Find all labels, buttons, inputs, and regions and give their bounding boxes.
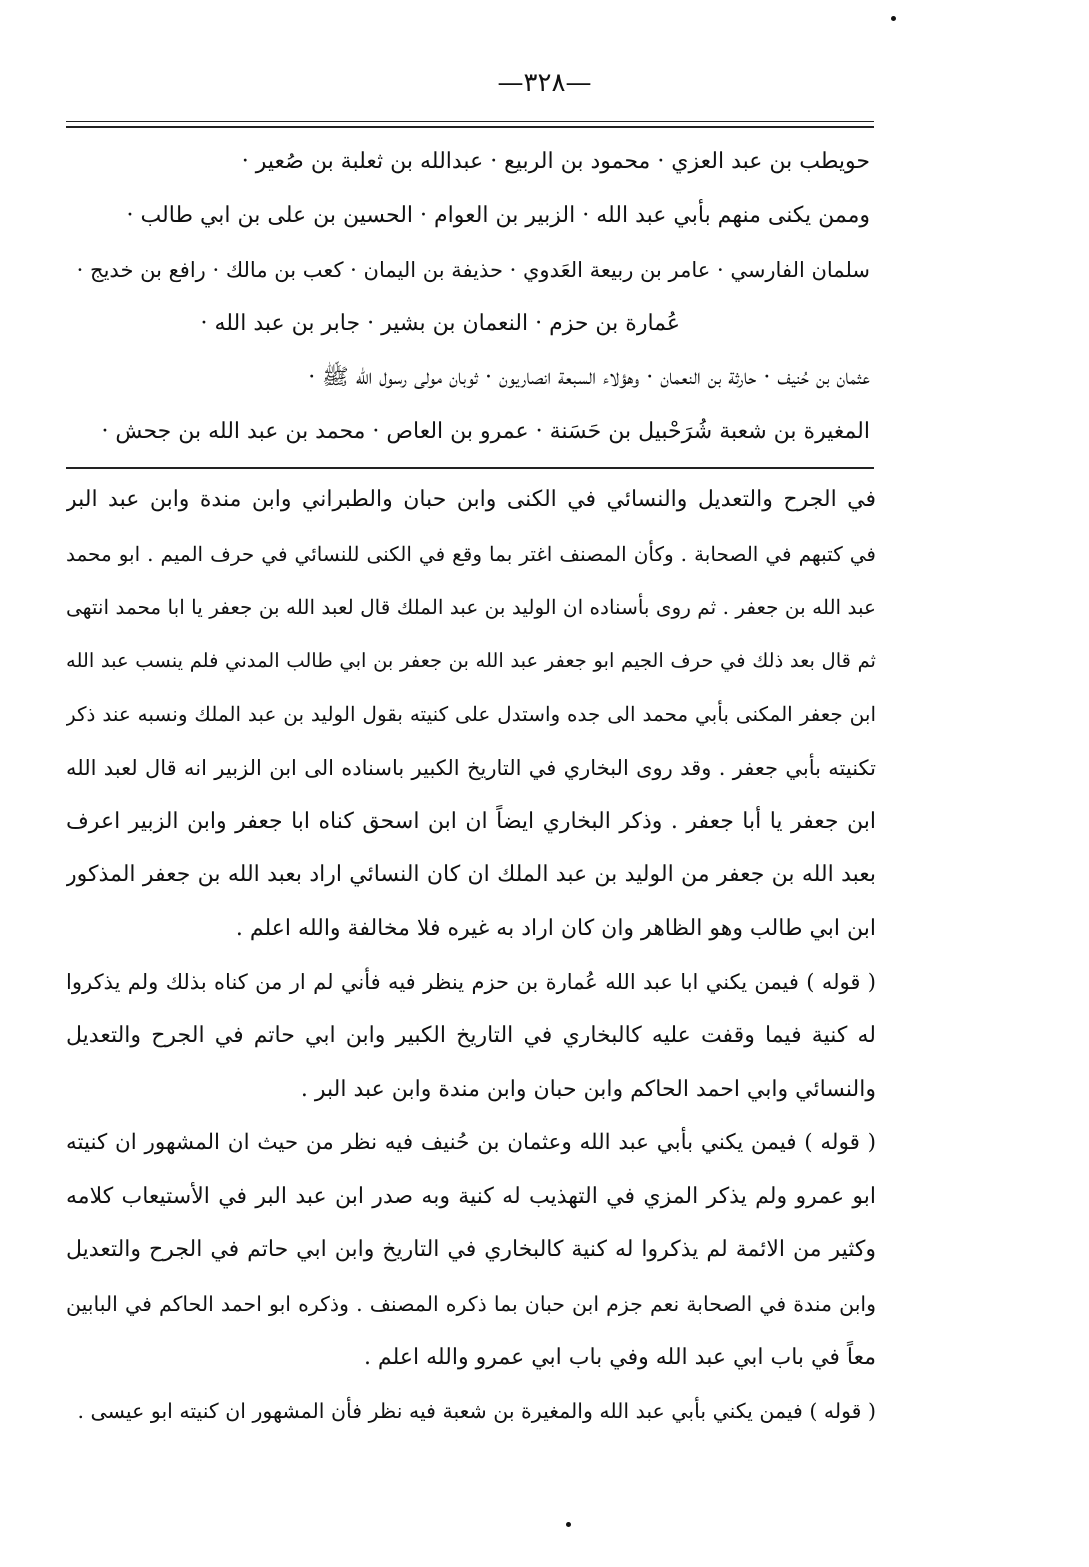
commentary-line: ابن جعفر المكنى بأبي محمد الى جده واستدل على كنيته بقول الوليد بن عبد الملك ونسبه عند ذكر: [66, 702, 876, 727]
commentary-line: ابو عمرو ولم يذكر المزي في التهذيب له كنية وبه صدر ابن عبد البر في الأستيعاب كلامه: [66, 1183, 876, 1209]
commentary-line: وابن مندة في الصحابة نعم جزم ابن حبان بما ذكره المصنف . وذكره ابو احمد الحاكم في البابين: [66, 1291, 876, 1316]
commentary-line: في كتبهم في الصحابة . وكأن المصنف اغتر بما وقع في الكنى للنسائي في حرف الميم . ابو محمد: [66, 541, 876, 566]
commentary-line: تكنيته بأبي جعفر . وقد روى البخاري في التاريخ الكبير باسناده الى ابن الزبير انه قال لعبد الله: [66, 755, 876, 780]
main-text-block: [70, 140, 870, 464]
commentary-line: ( قوله ) فيمن يكني بأبي عبد الله وعثمان بن حُنيف فيه نظر من حيث ان المشهور ان كنيته: [66, 1130, 876, 1156]
commentary-line: معاً في باب ابي عبد الله وفي باب ابي عمرو والله اعلم .: [363, 1344, 876, 1370]
commentary-line: ابن ابي طالب وهو الظاهر وان كان اراد به غيره فلا مخالفة والله اعلم .: [235, 915, 876, 941]
main-text-line: سلمان الفارسي · عامر بن ربيعة العَدوي · حذيفة بن اليمان · كعب بن مالك · رافع بن خديج ·: [76, 258, 870, 282]
commentary-line: له كنية فيما وقفت عليه كالبخاري في التاريخ الكبير وابن ابي حاتم في الجرح والتعديل: [66, 1022, 876, 1048]
scan-speck: [566, 1522, 571, 1527]
scan-speck: [891, 16, 896, 21]
commentary-line: ثم قال بعد ذلك في حرف الجيم ابو جعفر عبد الله بن جعفر بن ابي طالب المدني فلم ينسب عبد الله: [66, 648, 876, 672]
commentary-line: في الجرح والتعديل والنسائي في الكنى وابن حبان والطبراني وابن مندة وابن عبد البر: [66, 487, 876, 512]
page-number: —٣٢٨—: [497, 68, 592, 98]
main-text-line: وممن يكنى منهم بأبي عبد الله · الزبير بن العوام · الحسين بن على بن ابي طالب ·: [126, 203, 870, 228]
main-text-line: حويطب بن عبد العزي · محمود بن الربيع · عبدالله بن ثعلبة بن صُعير ·: [241, 149, 870, 174]
commentary-line: وكثير من الائمة لم يذكروا له كنية كالبخاري في التاريخ وابن ابي حاتم في الجرح والتعديل: [66, 1237, 876, 1263]
commentary-block: [66, 478, 876, 1443]
header-rule: [66, 121, 874, 122]
main-text-line: المغيرة بن شعبة شُرَحْبيل بن حَسَنة · عمرو بن العاص · محمد بن عبد الله بن جحش ·: [101, 419, 870, 444]
commentary-line: ( قوله ) فيمن يكني بأبي عبد الله والمغيرة بن شعبة فيه نظر فأن المشهور ان كنيته ابو عيسى .: [77, 1399, 876, 1424]
commentary-line: عبد الله بن جعفر . ثم روى بأسناده ان الوليد بن عبد الملك قال لعبد الله بن جعفر يا ابا محمد انتهى: [66, 595, 876, 620]
main-text-line: عُمارة بن حزم · النعمان بن بشير · جابر بن عبد الله ·: [200, 311, 680, 336]
commentary-line: ( قوله ) فيمن يكني ابا عبد الله عُمارة بن حزم ينظر فيه فأني لم ار من كناه بذلك ولم يذكروا: [66, 970, 876, 995]
commentary-line: بعبد الله بن جعفر من الوليد بن عبد الملك ان كان النسائي اراد بعبد الله بن جعفر المذكور: [66, 862, 876, 888]
commentary-line: ابن جعفر يا أبا جعفر . وذكر البخاري ايضاً ان ابن اسحق كناه ابا جعفر وابن الزبير اعرف: [66, 808, 876, 834]
main-text-line: عثمان بن حُنيف · حارثة بن النعمان · وهؤلاء السبعة انصاريون · ثوبان مولى رسول الله ﷺ ·: [308, 365, 870, 390]
header-rule-thick: [66, 126, 874, 128]
commentary-line: والنسائي وابي احمد الحاكم وابن حبان وابن مندة وابن عبد البر .: [300, 1076, 876, 1102]
commentary-divider: [66, 467, 874, 469]
